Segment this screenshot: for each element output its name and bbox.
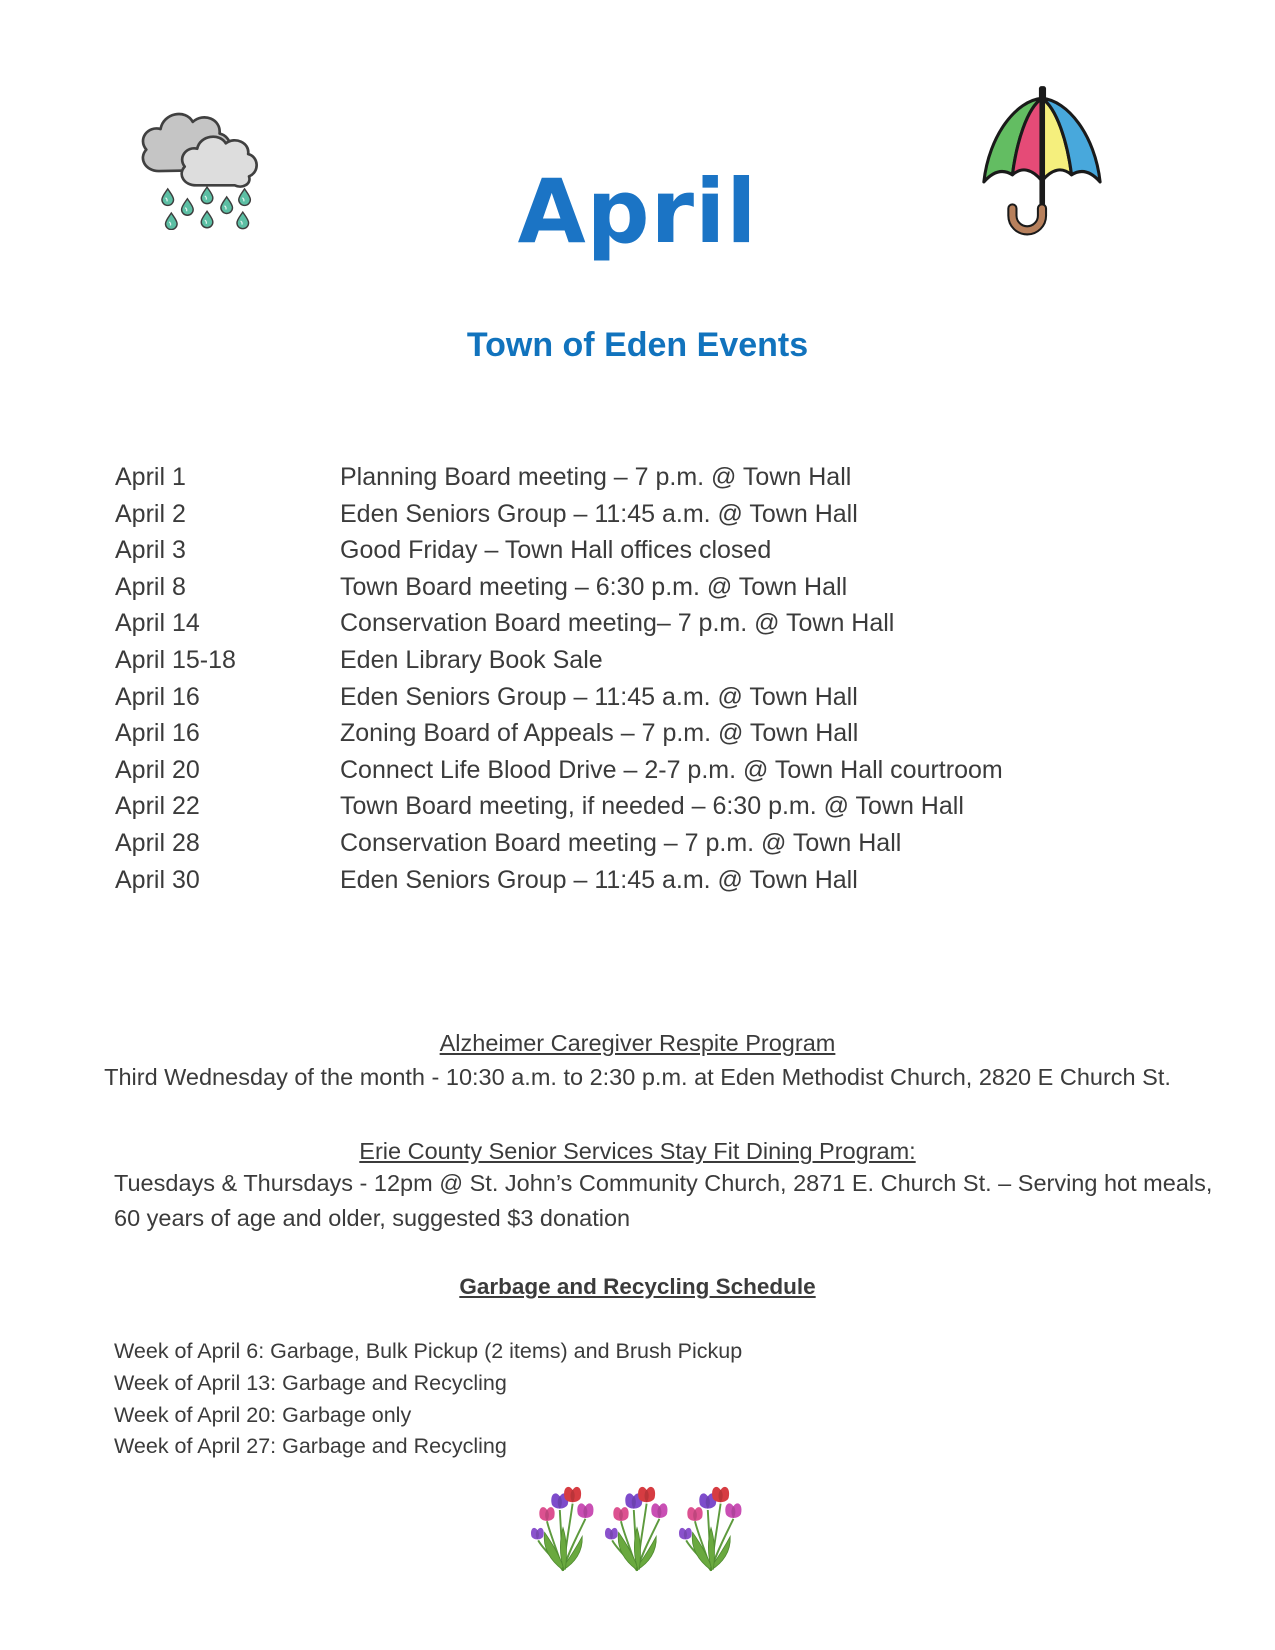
- event-row: [115, 788, 1175, 825]
- garbage-week-line: Week of April 6: Garbage, Bulk Pickup (2 items) and Brush Pickup: [114, 1339, 743, 1363]
- event-row: [115, 532, 1175, 569]
- event-row: [115, 825, 1175, 862]
- event-date: April 22: [115, 792, 200, 821]
- event-date: April 28: [115, 828, 200, 857]
- event-description: Eden Seniors Group – 11:45 a.m. @ Town Hall: [340, 499, 858, 528]
- event-description: Eden Seniors Group – 11:45 a.m. @ Town Hall: [340, 865, 858, 894]
- events-list: [115, 459, 1175, 898]
- dining-program-heading: Erie County Senior Services Stay Fit Dining Program:: [359, 1138, 916, 1164]
- event-row: [115, 459, 1175, 496]
- event-description: Eden Seniors Group – 11:45 a.m. @ Town Hall: [340, 682, 858, 711]
- event-date: April 1: [115, 463, 186, 491]
- tulip-bouquet-icon: [527, 1486, 599, 1574]
- page-subtitle: Town of Eden Events: [466, 326, 809, 364]
- event-date: April 16: [115, 719, 200, 748]
- event-description: Town Board meeting – 6:30 p.m. @ Town Hall: [340, 572, 848, 601]
- dining-program-detail-line1: Tuesdays & Thursdays - 12pm @ St. John’s Community Church, 2871 E. Church St. – Serving hot meals,: [114, 1170, 1213, 1196]
- event-description: Planning Board meeting – 7 p.m. @ Town Hall: [340, 463, 852, 491]
- event-description: Eden Library Book Sale: [340, 645, 603, 674]
- event-row: [115, 715, 1175, 752]
- event-date: April 3: [115, 536, 186, 565]
- event-row: [115, 605, 1175, 642]
- event-date: April 20: [115, 755, 200, 784]
- event-row: [115, 642, 1175, 679]
- event-date: April 30: [115, 865, 200, 894]
- garbage-week-line: Week of April 13: Garbage and Recycling: [114, 1370, 507, 1395]
- event-date: April 16: [115, 682, 200, 711]
- garbage-week-line: Week of April 27: Garbage and Recycling: [114, 1434, 507, 1459]
- event-description: Town Board meeting, if needed – 6:30 p.m. @ Town Hall: [340, 792, 964, 821]
- garbage-schedule-list: [114, 1336, 742, 1463]
- alzheimer-program-detail: Third Wednesday of the month - 10:30 a.m. to 2:30 p.m. at Eden Methodist Church, 2820 E Church St.: [104, 1064, 1171, 1090]
- event-date: April 8: [115, 572, 186, 601]
- garbage-week-line: Week of April 20: Garbage only: [114, 1402, 412, 1427]
- month-title: April: [517, 160, 758, 263]
- event-description: Conservation Board meeting– 7 p.m. @ Town Hall: [340, 609, 895, 638]
- event-date: April 15-18: [115, 645, 236, 674]
- tulip-bouquets: [527, 1486, 747, 1574]
- dining-program-detail-line2: 60 years of age and older, suggested $3 donation: [114, 1205, 631, 1231]
- event-description: Zoning Board of Appeals – 7 p.m. @ Town Hall: [340, 719, 859, 748]
- alzheimer-program-heading: Alzheimer Caregiver Respite Program: [439, 1030, 836, 1056]
- tulip-bouquet-icon: [675, 1486, 747, 1574]
- event-row: [115, 569, 1175, 606]
- event-description: Connect Life Blood Drive – 2-7 p.m. @ Town Hall courtroom: [340, 755, 1003, 784]
- event-row: [115, 862, 1175, 899]
- event-description: Conservation Board meeting – 7 p.m. @ Town Hall: [340, 828, 902, 857]
- tulip-bouquet-icon: [601, 1486, 673, 1574]
- event-date: April 14: [115, 609, 200, 638]
- event-row: [115, 496, 1175, 533]
- event-row: [115, 752, 1175, 789]
- event-description: Good Friday – Town Hall offices closed: [340, 536, 772, 565]
- event-row: [115, 679, 1175, 716]
- garbage-schedule-heading: Garbage and Recycling Schedule: [459, 1274, 816, 1299]
- event-date: April 2: [115, 499, 186, 528]
